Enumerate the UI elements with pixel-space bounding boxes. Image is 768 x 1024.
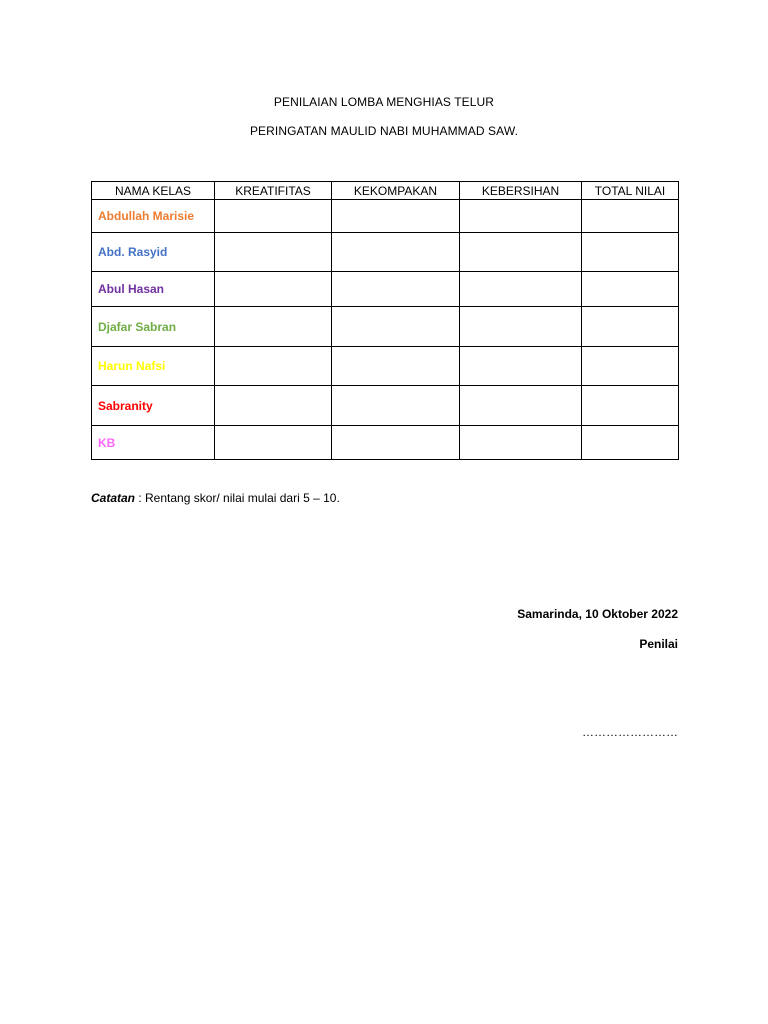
table-row (92, 272, 679, 307)
score-range-note (91, 491, 340, 505)
kekompakan-cell[interactable] (332, 200, 460, 233)
kreatifitas-cell[interactable] (215, 347, 332, 386)
kekompakan-cell[interactable] (332, 386, 460, 426)
total-nilai-cell[interactable] (582, 347, 679, 386)
kebersihan-cell[interactable] (460, 272, 582, 307)
kebersihan-cell[interactable] (460, 426, 582, 460)
class-name-cell: Abdullah Marisie (92, 200, 215, 233)
table-row (92, 347, 679, 386)
signature-line: …………………… (582, 725, 678, 739)
signature-role: Penilai (639, 637, 678, 651)
kekompakan-cell[interactable] (332, 307, 460, 347)
note-text: : Rentang skor/ nilai mulai dari 5 – 10. (135, 491, 340, 505)
kekompakan-cell[interactable] (332, 233, 460, 272)
class-name-cell: Abul Hasan (92, 272, 215, 307)
total-nilai-cell[interactable] (582, 233, 679, 272)
kreatifitas-cell[interactable] (215, 386, 332, 426)
table-header-row (92, 182, 679, 200)
header-kreatifitas: KREATIFITAS (215, 182, 332, 200)
kreatifitas-cell[interactable] (215, 272, 332, 307)
total-nilai-cell[interactable] (582, 200, 679, 233)
note-label: Catatan (91, 491, 136, 505)
header-kebersihan: KEBERSIHAN (460, 182, 582, 200)
table-row (92, 233, 679, 272)
signature-place-date: Samarinda, 10 Oktober 2022 (517, 607, 678, 621)
total-nilai-cell[interactable] (582, 307, 679, 347)
kebersihan-cell[interactable] (460, 386, 582, 426)
table-row (92, 386, 679, 426)
total-nilai-cell[interactable] (582, 426, 679, 460)
kekompakan-cell[interactable] (332, 426, 460, 460)
kreatifitas-cell[interactable] (215, 426, 332, 460)
kreatifitas-cell[interactable] (215, 307, 332, 347)
kreatifitas-cell[interactable] (215, 233, 332, 272)
total-nilai-cell[interactable] (582, 386, 679, 426)
kebersihan-cell[interactable] (460, 200, 582, 233)
kebersihan-cell[interactable] (460, 233, 582, 272)
table-row (92, 307, 679, 347)
header-nama-kelas: NAMA KELAS (92, 182, 215, 200)
class-name-cell: Abd. Rasyid (92, 233, 215, 272)
document-title: PENILAIAN LOMBA MENGHIAS TELUR (273, 95, 495, 109)
class-name-cell: KB (92, 426, 215, 460)
table-row (92, 426, 679, 460)
header-kekompakan: KEKOMPAKAN (332, 182, 460, 200)
class-name-cell: Harun Nafsi (92, 347, 215, 386)
document-subtitle: PERINGATAN MAULID NABI MUHAMMAD SAW. (249, 124, 519, 138)
table-row (92, 200, 679, 233)
header-total-nilai: TOTAL NILAI (582, 182, 679, 200)
kebersihan-cell[interactable] (460, 347, 582, 386)
kebersihan-cell[interactable] (460, 307, 582, 347)
class-name-cell: Sabranity (92, 386, 215, 426)
score-table (91, 181, 679, 460)
kreatifitas-cell[interactable] (215, 200, 332, 233)
class-name-cell: Djafar Sabran (92, 307, 215, 347)
total-nilai-cell[interactable] (582, 272, 679, 307)
kekompakan-cell[interactable] (332, 347, 460, 386)
kekompakan-cell[interactable] (332, 272, 460, 307)
